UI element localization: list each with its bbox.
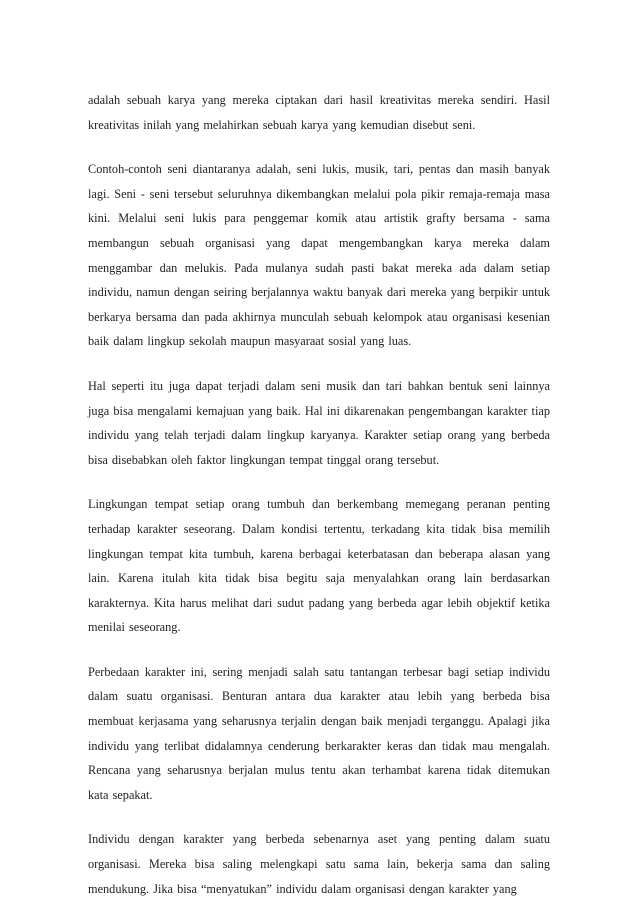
paragraph-5: Perbedaan karakter ini, sering menjadi salah satu tantangan terbesar bagi setiap individu dalam suatu organisasi. Benturan antara dua karakter atau lebih yang berbeda bisa membuat kerjasama yang seharusnya terjalin dengan baik menjadi terganggu. Apalagi jika individu yang terlibat didalamnya cenderung berkarakter keras dan tidak mau mengalah. Rencana yang seharusnya berjalan mulus tentu akan terhambat karena tidak ditemukan kata sepakat. bbox=[88, 664, 550, 802]
paragraph-4: Lingkungan tempat setiap orang tumbuh dan berkembang memegang peranan penting terhadap karakter seseorang. Dalam kondisi tertentu, terkadang kita tidak bisa memilih lingkungan tempat kita tumbuh, karena berbagai keterbatasan dan beberapa alasan yang lain. Karena itulah kita tidak bisa begitu saja menyalahkan orang lain berdasarkan karakternya. Kita harus melihat dari sudut padang yang berbeda agar lebih objektif ketika menilai seseorang. bbox=[88, 497, 550, 635]
paragraph-2: Contoh-contoh seni diantaranya adalah, seni lukis, musik, tari, pentas dan masih banyak lagi. Seni - seni tersebut seluruhnya dikembangkan melalui pola pikir remaja-remaja masa kini. Melalui seni lukis para penggemar komik atau artistik grafty bersama - sama membangun sebuah organisasi yang dapat mengembangkan karya mereka dalam menggambar dan melukis. Pada mulanya sudah pasti bakat mereka ada dalam setiap individu, namun dengan seiring berjalannya waktu banyak dari mereka yang berpikir untuk berkarya bersama dan pada akhirnya munculah sebuah kelompok atau organisasi kesenian baik dalam lingkup sekolah maupun masyaraat sosial yang luas. bbox=[88, 162, 550, 349]
paragraph-6: Individu dengan karakter yang berbeda sebenarnya aset yang penting dalam suatu organisasi. Mereka bisa saling melengkapi satu sama lain, bekerja sama dan saling mendukung. Jika bisa “menyatukan” individu dalam organisasi dengan karakter yang bbox=[88, 832, 550, 896]
paragraph-3: Hal seperti itu juga dapat terjadi dalam seni musik dan tari bahkan bentuk seni lainnya juga bisa mengalami kemajuan yang baik. Hal ini dikarenakan pengembangan karakter tiap individu yang telah terjadi dalam lingkup karyanya. Karakter setiap orang yang berbeda bisa disebabkan oleh faktor lingkungan tempat tinggal orang tersebut. bbox=[88, 378, 550, 467]
paragraph-1: adalah sebuah karya yang mereka ciptakan dari hasil kreativitas mereka sendiri. Hasil kreativitas inilah yang melahirkan sebuah karya yang kemudian disebut seni. bbox=[88, 93, 550, 132]
